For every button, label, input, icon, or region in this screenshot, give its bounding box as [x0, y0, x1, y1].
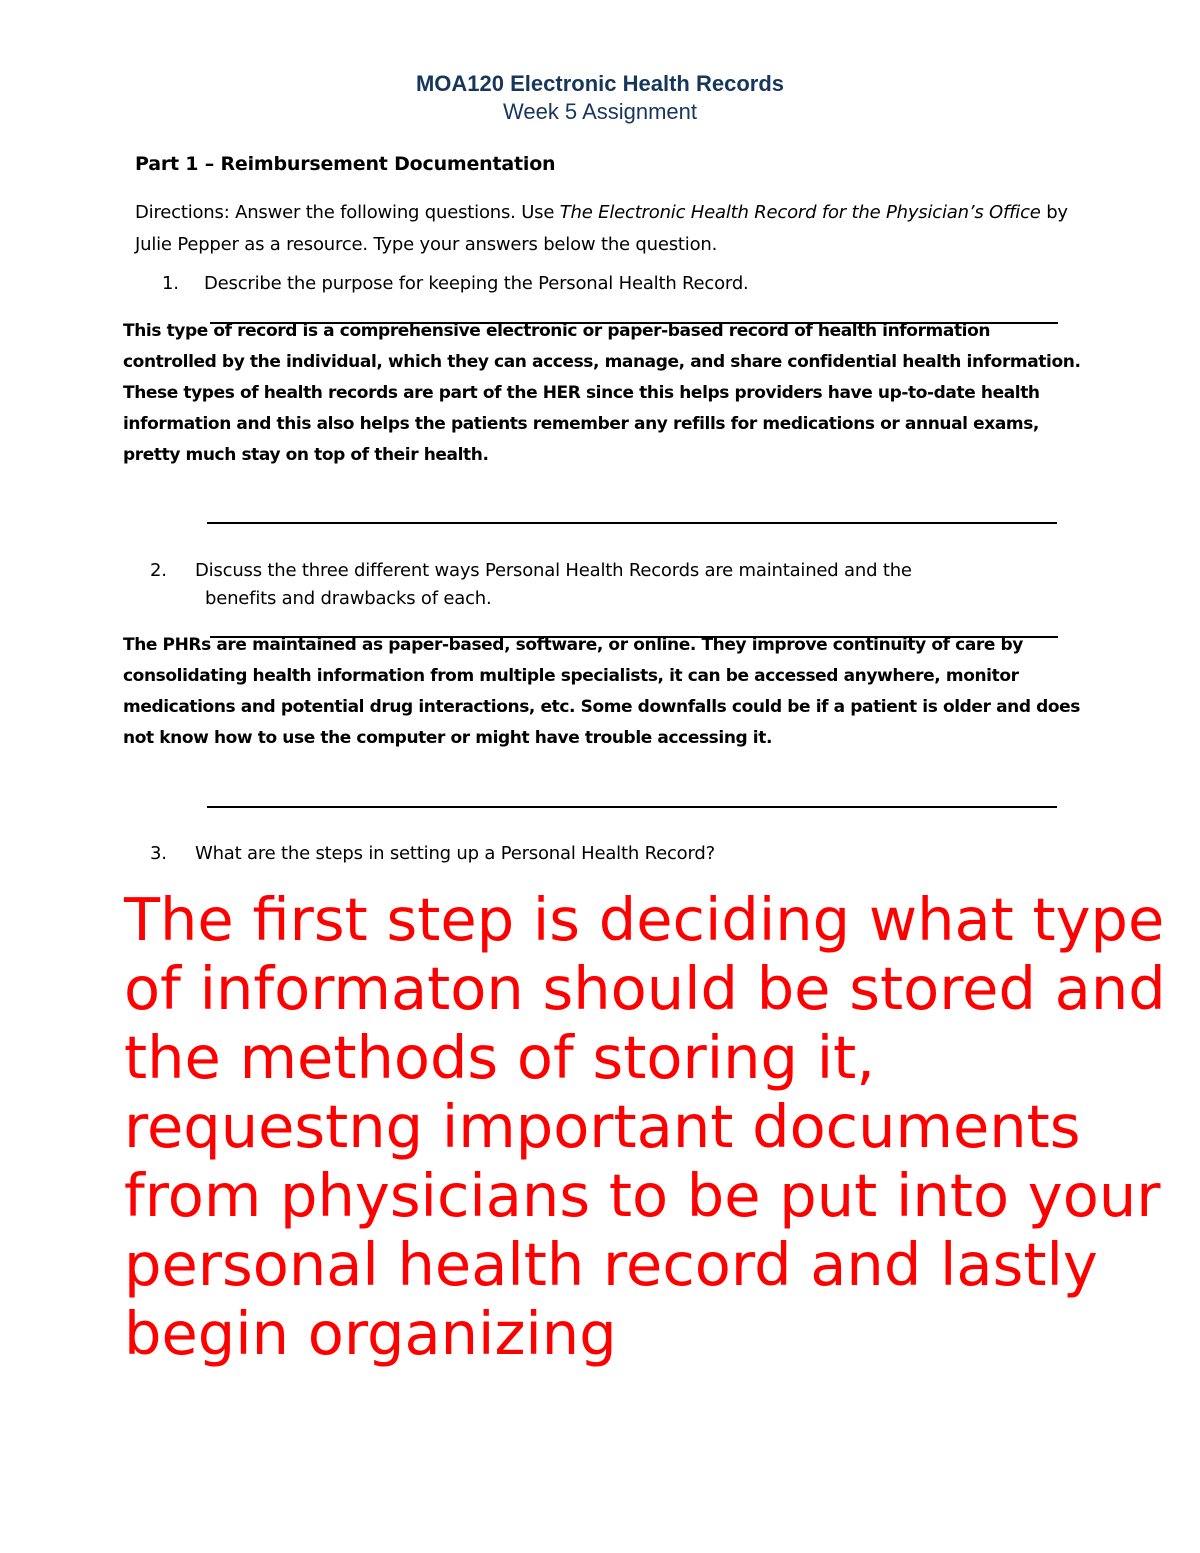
question-text-line-2: benefits and drawbacks of each.: [205, 588, 492, 609]
question-text: [195, 557, 1015, 613]
question-text-line-1: Discuss the three different ways Personal Health Records are maintained and the: [195, 560, 912, 581]
book-title: The Electronic Health Record for the Physician’s Office: [559, 202, 1041, 223]
directions: [135, 197, 1095, 261]
course-title: MOA120 Electronic Health Records: [415, 71, 784, 96]
assignment-title: Week 5 Assignment: [502, 99, 698, 124]
question-text: Describe the purpose for keeping the Personal Health Record.: [204, 273, 749, 294]
directions-lead: Directions: Answer the following questions. Use: [135, 202, 560, 223]
answer-2: The PHRs are maintained as paper-based, software, or online. They improve continuity of care by consolidating health information from multiple specialists, it can be accessed anywhere, monitor medications and potential drug interactions, etc. Some downfalls could be if a patient is older and does not know how to use the computer or might have trouble accessing it.: [123, 635, 1081, 748]
question-number: 2.: [150, 560, 167, 581]
question-number: 3.: [150, 843, 167, 864]
answer-1: This type of record is a comprehensive electronic or paper-based record of health information controlled by the individual, which they can access, manage, and share confidential health information. These types of health records are part of the HER since this helps providers have up-to-date health information and this also helps the patients remember any refills for medications or annual exams, pretty much stay on top of their health.: [123, 321, 1081, 465]
question-text: What are the steps in setting up a Personal Health Record?: [195, 843, 715, 864]
answer-3: The first step is deciding what type of informaton should be stored and the methods of storing it, requestng important documents from physicians to be put into your personal health record and lastly begin organizing: [124, 885, 1166, 1368]
part-heading: Part 1 – Reimbursement Documentation: [135, 153, 556, 175]
answer-bottom-rule: [207, 806, 1057, 808]
directions-tail: by Julie Pepper as a resource. Type your answers below the question.: [135, 202, 1068, 255]
answer-bottom-rule: [207, 522, 1057, 524]
question-number: 1.: [162, 273, 179, 294]
